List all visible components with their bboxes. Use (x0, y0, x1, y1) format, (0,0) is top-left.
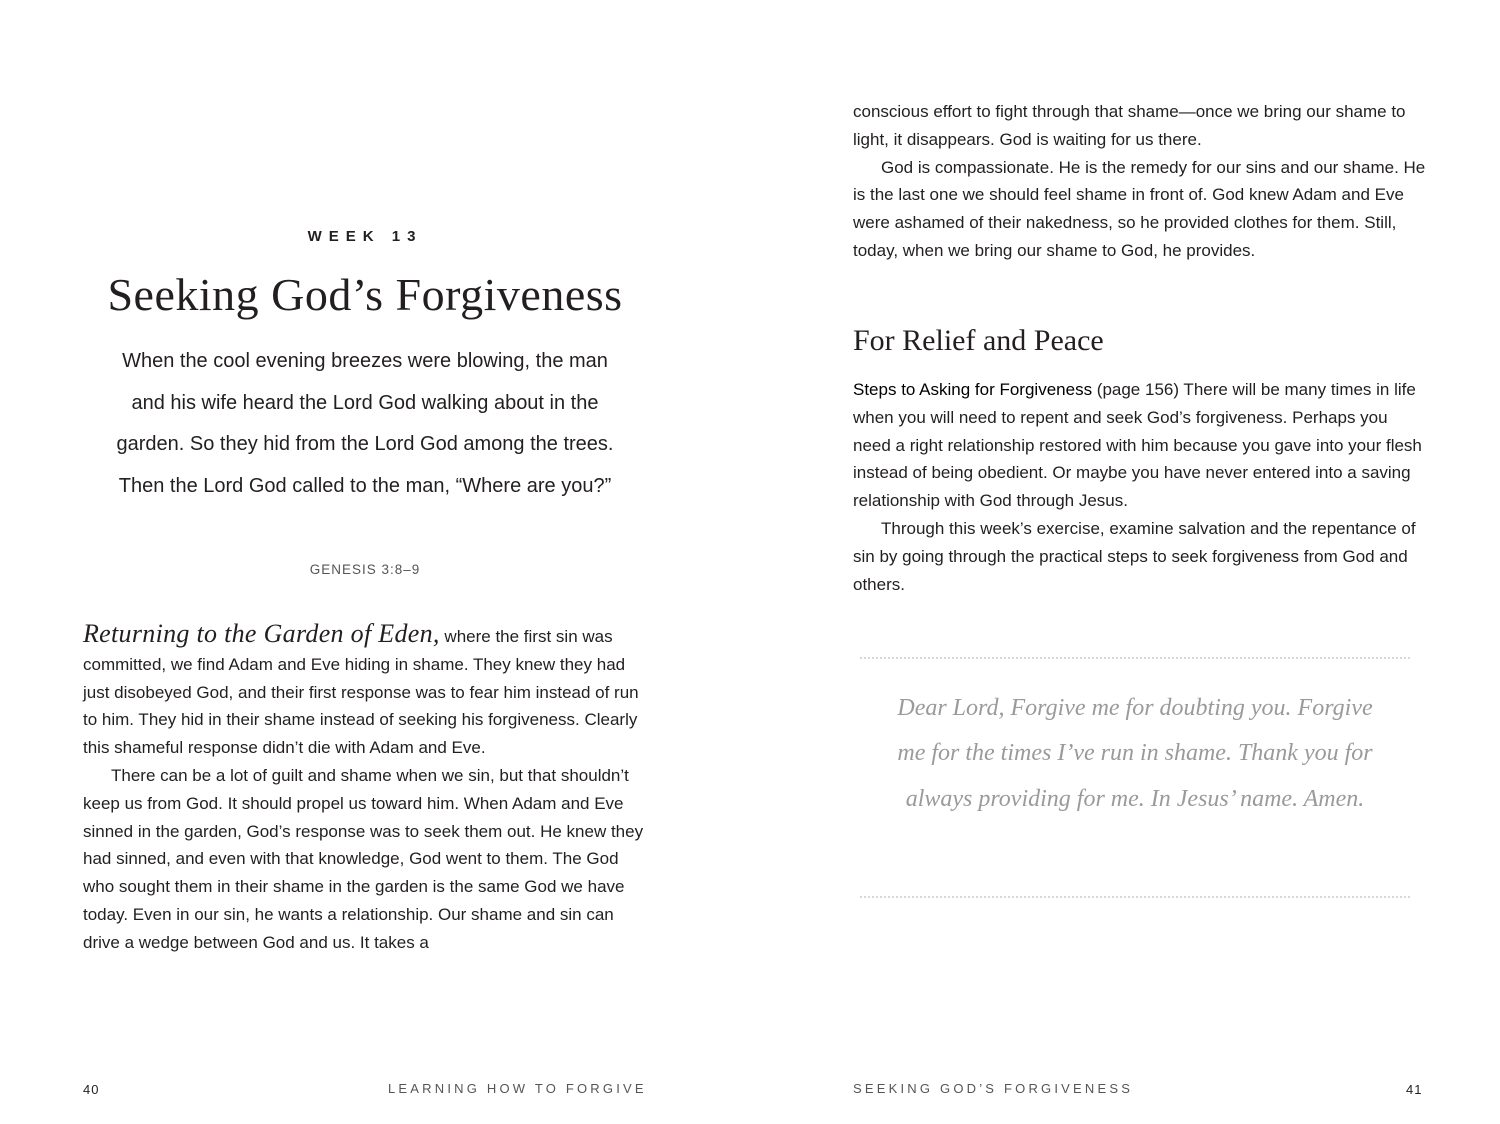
running-head-left: LEARNING HOW TO FORGIVE (388, 1081, 647, 1096)
running-head-right: SEEKING GOD’S FORGIVENESS (853, 1081, 1134, 1096)
week-label: WEEK 13 (307, 228, 423, 245)
prayer-divider-bottom (860, 896, 1410, 898)
intro-paragraph (83, 620, 651, 762)
steps-label: Steps to Asking for Forgiveness (853, 380, 1093, 399)
compassion-paragraph: God is compassionate. He is the remedy for our sins and our shame. He is the last one we should feel shame in front of. God knew Adam and Eve were ashamed of their nakedness, so he provided clothes for them. Still, today, when we bring our shame to God, he provides. (853, 157, 1426, 260)
verse-reference: GENESIS 3:8–9 (309, 562, 421, 577)
steps-paragraph (853, 376, 1428, 515)
steps-paragraph-text: (page 156) There will be many times in life when you will need to repent and seek God’s forgiveness. Perhaps you need a right relationship restored with him because you gave into your flesh instead of being obedient. Or maybe you have never entered into a saving relationship with God through Jesus. (853, 380, 1422, 511)
page-number-left: 40 (83, 1082, 100, 1097)
intro-paragraph-text: where the first sin was committed, we find Adam and Eve hiding in shame. They knew they had just disobeyed God, and their first response was to fear him instead of run to him. They hid in their shame instead of seeking his forgiveness. Clearly this shameful response didn’t die with Adam and Eve. (83, 627, 639, 758)
guilt-paragraph: There can be a lot of guilt and shame when we sin, but that shouldn’t keep us from God. It should propel us toward him. When Adam and Eve sinned in the garden, God’s response was to seek them out. He knew they had sinned, and even with that knowledge, God went to them. The God who sought them in their shame in the garden is the same God we have today. Even in our sin, he wants a relationship. Our shame and sin can drive a wedge between God and us. It takes a (83, 765, 644, 952)
prayer-divider-top (860, 657, 1410, 659)
right-body-text (853, 98, 1428, 265)
page-number-right: 41 (1406, 1082, 1423, 1097)
section-heading: For Relief and Peace (853, 324, 1104, 357)
lead-in-phrase: Returning to the Garden of Eden, (83, 619, 440, 648)
section-body-text (853, 376, 1428, 598)
prayer-text: Dear Lord, Forgive me for doubting you. Forgive me for the times I’ve run in shame. Thank you for always providing for me. In Jesus’ name. Amen. (897, 695, 1373, 812)
continued-paragraph: conscious effort to fight through that shame—once we bring our shame to light, it disappears. God is waiting for us there. (853, 102, 1406, 149)
exercise-paragraph: Through this week’s exercise, examine salvation and the repentance of sin by going through the practical steps to seek forgiveness from God and others. (853, 518, 1416, 594)
right-page (750, 0, 1500, 1124)
scripture-verse: When the cool evening breezes were blowing, the man and his wife heard the Lord God walking about in the garden. So they hid from the Lord God among the trees. Then the Lord God called to the man, “Where are you?” (116, 350, 614, 497)
left-body-text (83, 620, 651, 957)
chapter-title: Seeking God’s Forgiveness (107, 269, 623, 320)
